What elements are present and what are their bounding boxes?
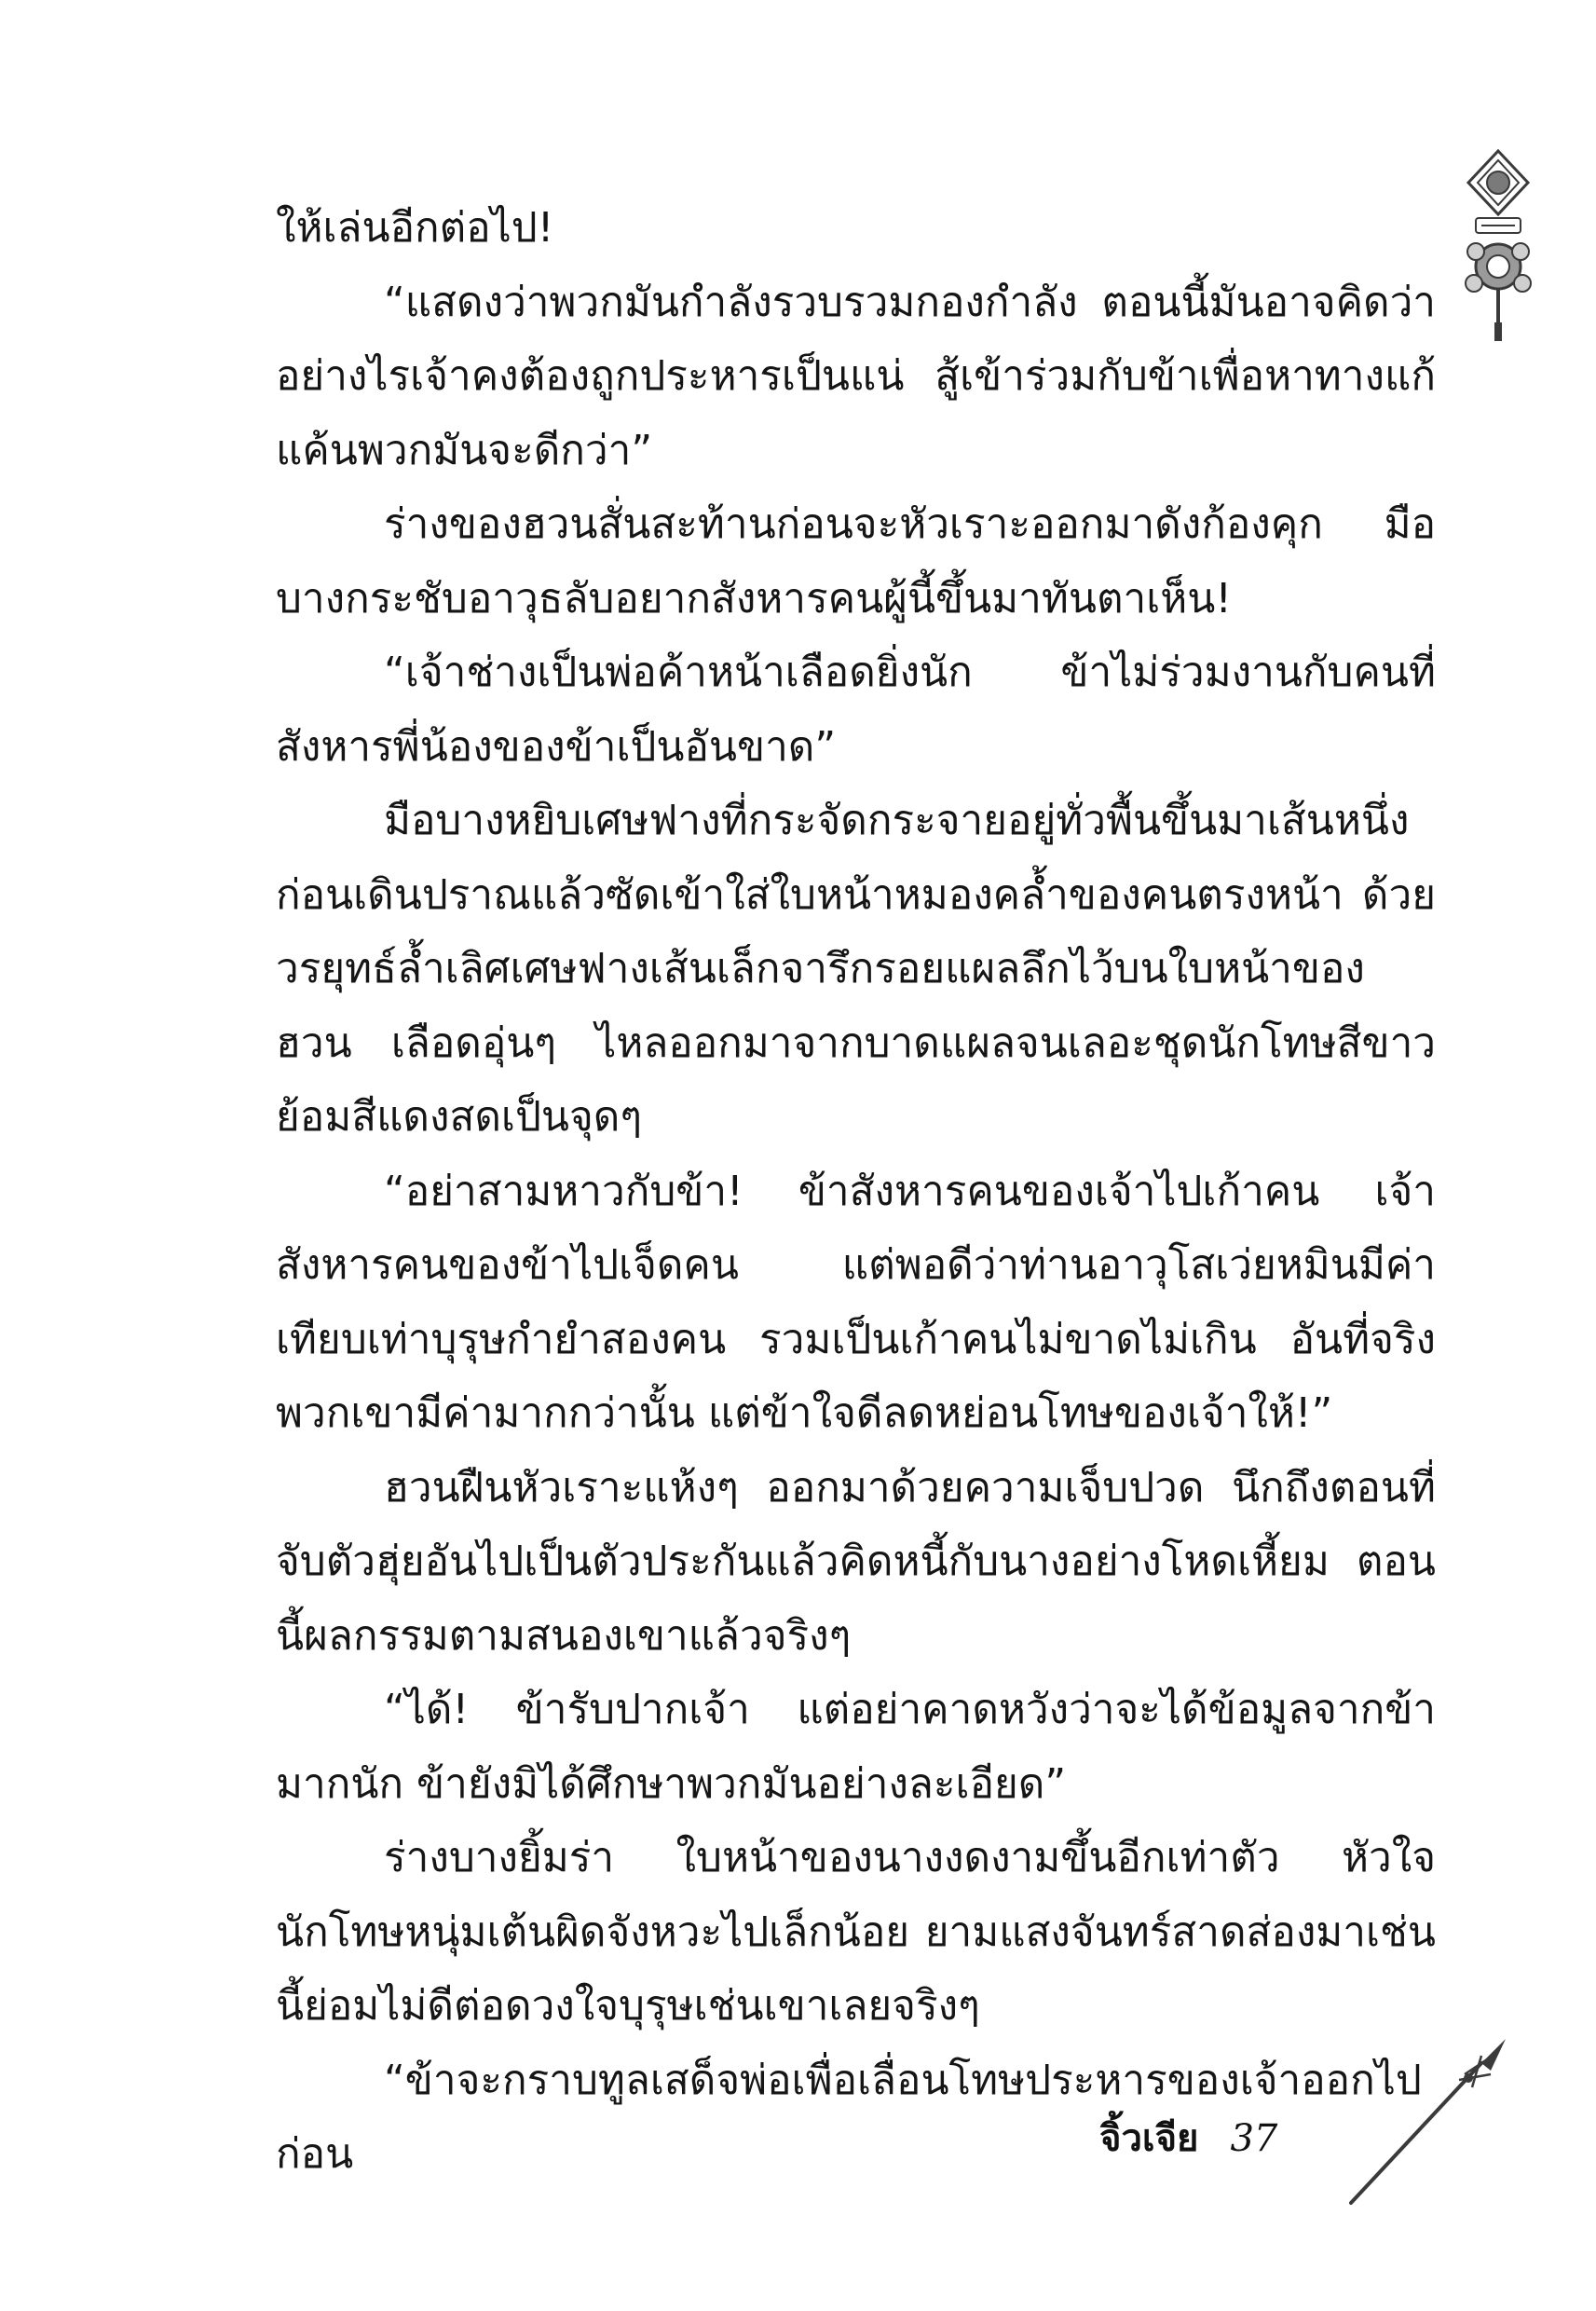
spear-icon (1342, 2033, 1509, 2210)
book-title: จิ้วเจีย (1099, 2117, 1199, 2160)
page-footer (1099, 2108, 1277, 2173)
paragraph: “แสดงว่าพวกมันกำลังรวบรวมกองกำลัง ตอนนี้มันอาจคิดว่าอย่างไรเจ้าคงต้องถูกประหารเป็นแน่ สู้เข้าร่วมกับข้าเพื่อหาทางแก้แค้นพวกมันจะดีกว่า” (276, 278, 1436, 474)
paragraph: มือบางหยิบเศษฟางที่กระจัดกระจายอยู่ทั่วพื้นขึ้นมาเส้นหนึ่งก่อนเดินปราณแล้วซัดเข้าใส่ใบหน้าหมองคล้ำของคนตรงหน้า ด้วยวรยุทธ์ล้ำเลิศเศษฟางเส้นเล็กจารึกรอยแผลลึกไว้บนใบหน้าของฮวน เลือดอุ่นๆ ไหลออกมาจากบาดแผลจนเลอะชุดนักโทษสีขาวย้อมสีแดงสดเป็นจุดๆ (276, 797, 1436, 1141)
paragraph: ฮวนฝืนหัวเราะแห้งๆ ออกมาด้วยความเจ็บปวด นึกถึงตอนที่จับตัวฮุ่ยอันไปเป็นตัวประกันแล้วคิดหนี้กับนางอย่างโหดเหี้ยม ตอนนี้ผลกรรมตามสนองเขาแล้วจริงๆ (276, 1463, 1436, 1660)
paragraph: “ได้! ข้ารับปากเจ้า แต่อย่าคาดหวังว่าจะได้ข้อมูลจากข้ามากนัก ข้ายังมิได้ศึกษาพวกมันอย่างละเอียด” (276, 1686, 1436, 1808)
paragraph: “อย่าสามหาวกับข้า! ข้าสังหารคนของเจ้าไปเก้าคน เจ้าสังหารคนของข้าไปเจ็ดคน แต่พอดีว่าท่านอาวุโสเว่ยหมินมีค่าเทียบเท่าบุรุษกำยำสองคน รวมเป็นเก้าคนไม่ขาดไม่เกิน อันที่จริงพวกเขามีค่ามากกว่านั้น แต่ข้าใจดีลดหย่อนโทษของเจ้าให้!” (276, 1167, 1436, 1437)
body-text (276, 191, 1436, 2192)
paragraph: ร่างบางยิ้มร่า ใบหน้าของนางงดงามขึ้นอีกเท่าตัว หัวใจนักโทษหนุ่มเต้นผิดจังหวะไปเล็กน้อย ยามแสงจันทร์สาดส่องมาเช่นนี้ย่อมไม่ดีต่อดวงใจบุรุษเช่นเขาเลยจริงๆ (276, 1834, 1436, 2030)
paragraph: “ข้าจะกราบทูลเสด็จพ่อเพื่อเลื่อนโทษประหารของเจ้าออกไปก่อน (276, 2056, 1422, 2178)
paragraph: “เจ้าช่างเป็นพ่อค้าหน้าเลือดยิ่งนัก ข้าไม่ร่วมงานกับคนที่สังหารพี่น้องของข้าเป็นอันขาด” (276, 649, 1436, 771)
paragraph: ให้เล่นอีกต่อไป! (276, 204, 554, 252)
ornament-emblem-icon (1461, 147, 1535, 343)
page-number: 37 (1230, 2117, 1278, 2160)
paragraph: ร่างของฮวนสั่นสะท้านก่อนจะหัวเราะออกมาดังก้องคุก มือบางกระชับอาวุธลับอยากสังหารคนผู้นี้ขึ้นมาทันตาเห็น! (276, 500, 1436, 622)
